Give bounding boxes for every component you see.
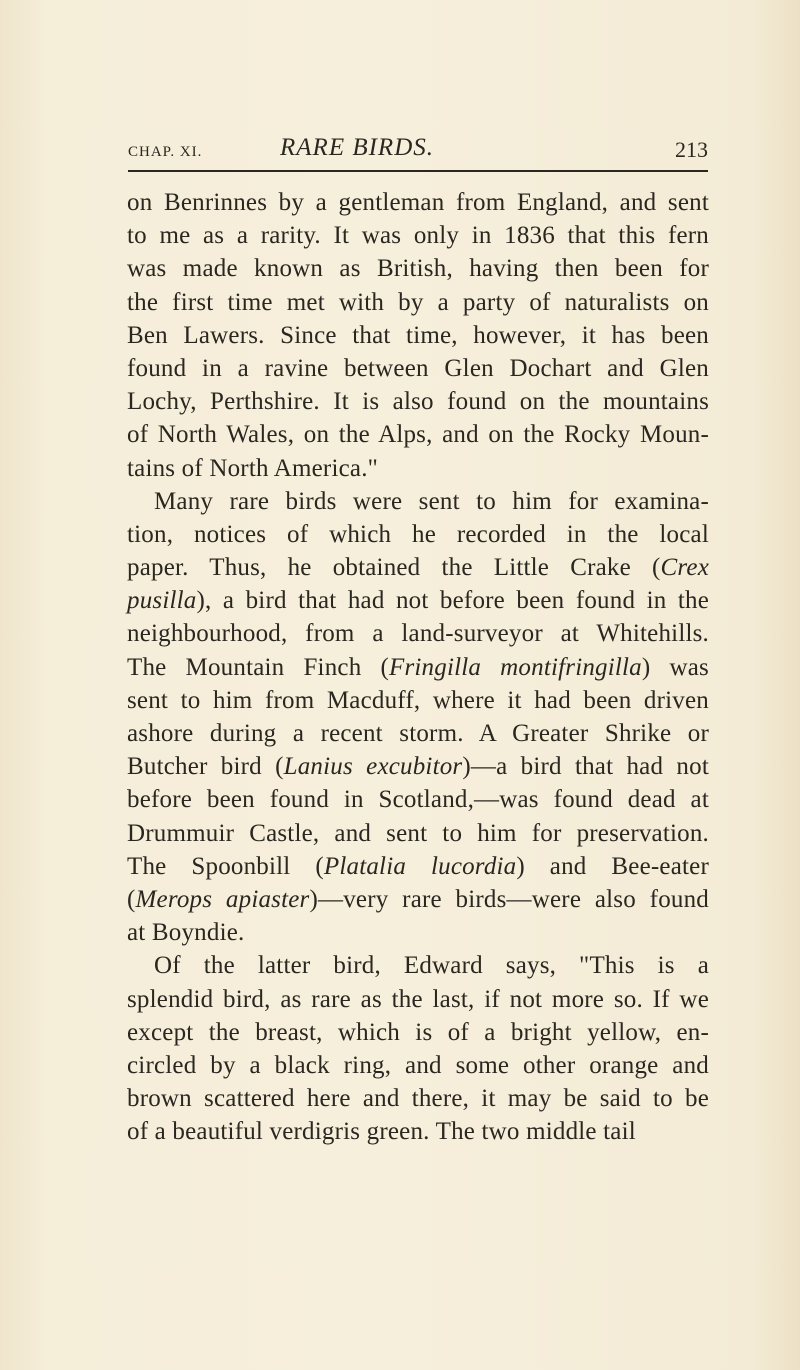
italic-term: Fringilla montifringilla — [389, 653, 642, 681]
text-line — [127, 617, 709, 650]
text-line — [127, 684, 709, 717]
text-line — [127, 219, 709, 252]
text-line — [127, 883, 709, 916]
text-segment: on Benrinnes by a gentleman from England, and sent — [127, 189, 709, 216]
text-line — [127, 651, 709, 684]
text-segment: )—very rare birds—were also found — [309, 885, 710, 913]
text-segment: of a beautiful verdigris green. The two middle tail — [127, 1118, 636, 1146]
text-segment: Of the latter bird, Edward says, "This is a — [154, 952, 709, 980]
text-segment: circled by a black ring, and some other orange and — [127, 1051, 709, 1079]
text-segment: ashore during a recent storm. A Greater Shrike or — [127, 720, 709, 747]
italic-term: Crex — [660, 554, 709, 582]
text-segment: ) and Bee-eater — [516, 852, 709, 880]
text-segment: splendid bird, as rare as the last, if not more so. If we — [127, 985, 709, 1013]
text-line — [127, 717, 709, 750]
text-segment: found in a ravine between Glen Dochart and Glen — [127, 354, 709, 382]
text-segment: Butcher bird ( — [127, 753, 284, 781]
italic-term: pusilla — [127, 587, 197, 615]
text-line — [127, 1049, 709, 1082]
text-segment: paper. Thus, he obtained the Little Crake ( — [127, 554, 661, 582]
text-line — [127, 1016, 709, 1049]
text-segment: of North Wales, on the Alps, and on the Rocky Moun- — [127, 421, 709, 449]
text-line — [127, 916, 709, 949]
text-line — [127, 252, 709, 285]
text-segment: the first time met with by a party of naturalists on — [127, 288, 709, 316]
text-line — [127, 452, 709, 485]
text-line — [127, 817, 709, 850]
text-line — [127, 750, 709, 783]
header-rule — [128, 170, 708, 172]
text-segment: at Boyndie. — [127, 919, 245, 947]
text-line — [127, 949, 709, 982]
text-segment: was made known as British, having then been for — [127, 255, 709, 283]
text-line — [127, 1115, 709, 1148]
text-line — [127, 485, 709, 518]
text-segment: Lochy, Perthshire. It is also found on the mountains — [127, 388, 709, 416]
text-segment: neighbourhood, from a land-surveyor at Whitehills. — [127, 620, 709, 648]
text-segment: brown scattered here and there, it may be said to be — [127, 1085, 709, 1113]
italic-term: Merops apiaster — [135, 885, 310, 913]
italic-term: Lanius excubitor — [283, 753, 463, 781]
text-line — [127, 1082, 709, 1115]
text-line — [127, 352, 709, 385]
text-segment: ) was — [641, 653, 709, 681]
chapter-label: CHAP. XI. — [128, 144, 203, 160]
text-segment: to me as a rarity. It was only in 1836 that this fern — [127, 222, 709, 250]
italic-term: Platalia lucordia — [323, 852, 517, 880]
text-segment: tains of North America." — [127, 454, 379, 482]
text-segment: The Spoonbill ( — [127, 852, 324, 880]
running-title: RARE BIRDS. — [280, 134, 435, 161]
text-segment: except the breast, which is of a bright yellow, en- — [127, 1018, 709, 1046]
text-line — [127, 186, 709, 219]
text-line — [127, 983, 709, 1016]
text-segment: tion, notices of which he recorded in the local — [127, 520, 709, 548]
text-line — [127, 551, 709, 584]
body-text — [127, 186, 709, 1148]
text-segment: Ben Lawers. Since that time, however, it has been — [127, 321, 709, 349]
text-line — [127, 385, 709, 418]
text-line — [127, 319, 709, 352]
text-line — [127, 584, 709, 617]
text-segment: ), a bird that had not before been found in the — [196, 587, 709, 615]
text-line — [127, 518, 709, 551]
text-segment: sent to him from Macduff, where it had been driven — [127, 686, 709, 714]
text-line — [127, 783, 709, 816]
text-line — [127, 418, 709, 451]
text-segment: before been found in Scotland,—was found dead at — [127, 786, 709, 814]
page-number: 213 — [675, 137, 708, 162]
text-segment: Drummuir Castle, and sent to him for preservation. — [127, 819, 709, 847]
text-segment: Many rare birds were sent to him for examina- — [154, 487, 709, 515]
text-segment: ( — [127, 885, 136, 913]
text-segment: The Mountain Finch ( — [127, 653, 390, 681]
text-segment: )—a bird that had not — [462, 753, 709, 781]
running-header — [128, 134, 708, 174]
text-line — [127, 850, 709, 883]
text-line — [127, 286, 709, 319]
